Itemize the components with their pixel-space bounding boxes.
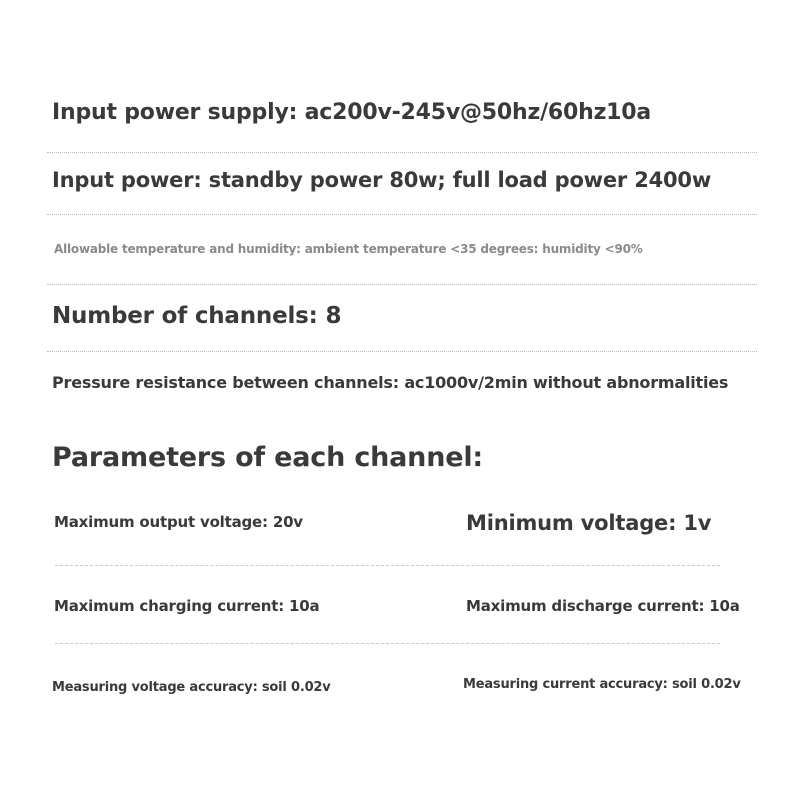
spec-pressure-resistance: Pressure resistance between channels: ac1000v/2min without abnormalities <box>52 373 729 392</box>
divider <box>47 351 757 352</box>
divider <box>47 152 757 153</box>
param-voltage-accuracy: Measuring voltage accuracy: soil 0.02v <box>52 680 331 695</box>
divider <box>47 214 757 215</box>
spec-input-power: Input power: standby power 80w; full load power 2400w <box>52 168 712 192</box>
divider <box>55 565 720 566</box>
channel-params-heading: Parameters of each channel: <box>52 442 483 473</box>
param-current-accuracy: Measuring current accuracy: soil 0.02v <box>463 677 741 692</box>
spec-temperature-humidity: Allowable temperature and humidity: ambient temperature <35 degrees: humidity <90% <box>54 242 643 256</box>
divider <box>47 284 757 285</box>
spec-input-power-supply: Input power supply: ac200v-245v@50hz/60hz10a <box>52 100 652 125</box>
param-max-output-voltage: Maximum output voltage: 20v <box>54 513 303 531</box>
spec-channels: Number of channels: 8 <box>52 303 342 329</box>
param-max-charging-current: Maximum charging current: 10a <box>54 597 320 615</box>
param-min-voltage: Minimum voltage: 1v <box>466 511 712 535</box>
param-max-discharge-current: Maximum discharge current: 10a <box>466 597 740 615</box>
divider <box>55 643 720 644</box>
